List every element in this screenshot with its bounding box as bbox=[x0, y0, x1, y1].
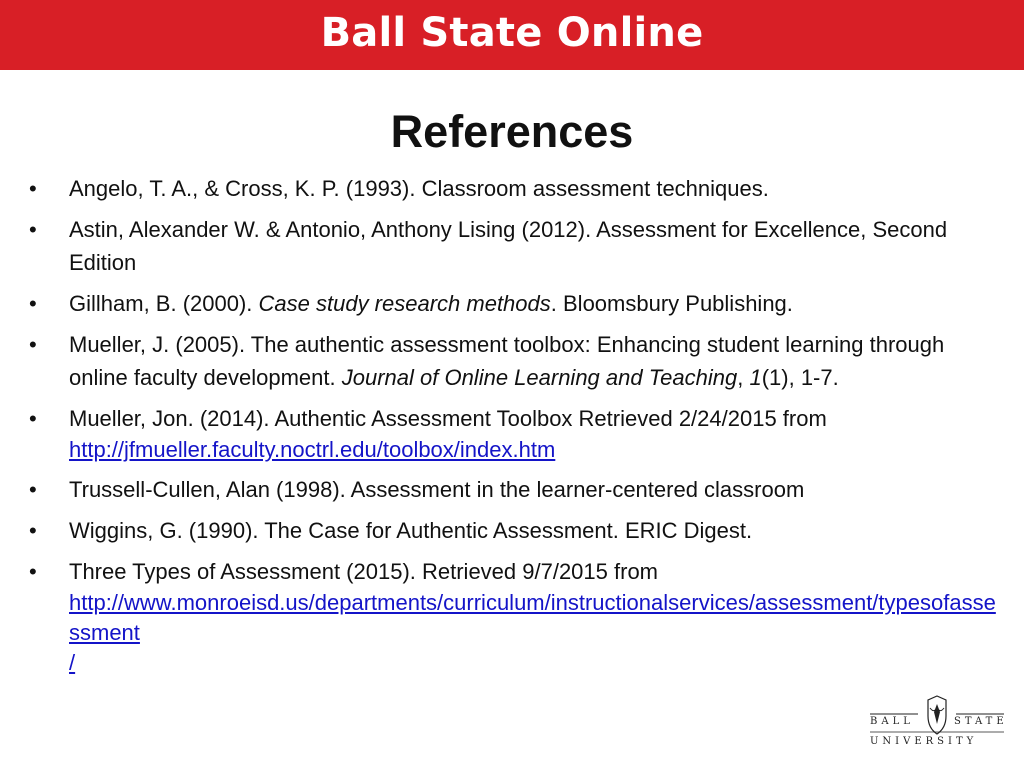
logo-word-university: UNIVERSITY bbox=[870, 736, 978, 747]
reference-text: Astin, Alexander W. & Antonio, Anthony Lising (2012). Assessment for Excellence, Second Edition bbox=[69, 217, 948, 275]
reference-item-7 bbox=[0, 514, 1024, 547]
bullet-icon: • bbox=[29, 176, 37, 201]
reference-item-8 bbox=[0, 555, 1024, 678]
reference-text-after: . Bloomsbury Publishing. bbox=[550, 291, 793, 316]
reference-text: Trussell-Cullen, Alan (1998). Assessment in the learner-centered classroom bbox=[69, 477, 805, 502]
reference-item-5 bbox=[0, 402, 1024, 465]
reference-text-before: Mueller, J. (2005). The authentic assessment toolbox: Enhancing student learning through online faculty development. bbox=[69, 332, 945, 390]
reference-item-4 bbox=[0, 328, 1024, 394]
banner-title: Ball State Online bbox=[320, 10, 704, 56]
reference-text-after: (1), 1-7. bbox=[761, 365, 839, 390]
bullet-icon: • bbox=[29, 477, 37, 502]
monroeisd-link[interactable]: http://www.monroeisd.us/departments/curriculum/instructionalservices/assessment/typesofassessment bbox=[69, 590, 996, 645]
bullet-icon: • bbox=[29, 291, 37, 316]
slide-title: References bbox=[390, 106, 634, 157]
reference-item-2 bbox=[0, 213, 1024, 279]
reference-item-6 bbox=[0, 473, 1024, 506]
reference-text: Angelo, T. A., & Cross, K. P. (1993). Classroom assessment techniques. bbox=[69, 176, 769, 201]
logo-word-ball: BALL bbox=[870, 716, 914, 727]
monroeisd-link-tail[interactable]: / bbox=[69, 650, 76, 675]
bullet-icon: • bbox=[29, 332, 37, 357]
logo-word-state: STATE bbox=[954, 716, 1008, 727]
reference-item-3 bbox=[0, 287, 1024, 320]
reference-text: Three Types of Assessment (2015). Retrieved 9/7/2015 from bbox=[69, 559, 659, 584]
reference-text-before: Gillham, B. (2000). bbox=[69, 291, 259, 316]
bullet-icon: • bbox=[29, 559, 37, 584]
reference-item-1 bbox=[0, 172, 1024, 205]
reference-text: Mueller, Jon. (2014). Authentic Assessment Toolbox Retrieved 2/24/2015 from bbox=[69, 406, 827, 431]
bullet-icon: • bbox=[29, 406, 37, 431]
reference-title-italic: Case study research methods bbox=[258, 291, 551, 316]
toolbox-link[interactable]: http://jfmueller.faculty.noctrl.edu/toolbox/index.htm bbox=[69, 437, 556, 462]
reference-text-middle: , bbox=[737, 365, 750, 390]
reference-journal-italic: Journal of Online Learning and Teaching bbox=[341, 365, 738, 390]
reference-volume-italic: 1 bbox=[749, 365, 762, 390]
reference-text: Wiggins, G. (1990). The Case for Authentic Assessment. ERIC Digest. bbox=[69, 518, 753, 543]
header-banner bbox=[0, 0, 1024, 70]
ball-state-university-logo bbox=[866, 694, 1008, 754]
bullet-icon: • bbox=[29, 217, 37, 242]
bullet-icon: • bbox=[29, 518, 37, 543]
reference-list bbox=[0, 172, 1024, 686]
